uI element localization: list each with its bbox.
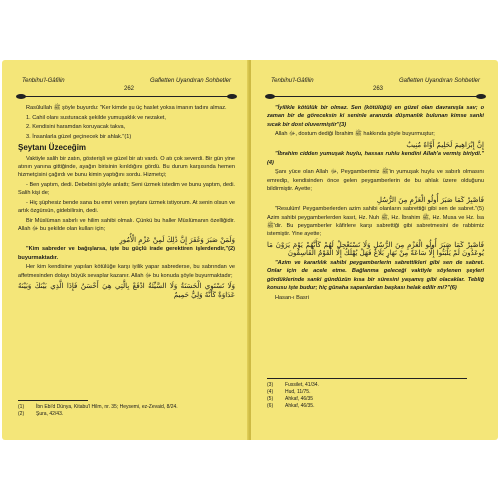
footnote: (4) Hud, 11/75. xyxy=(267,389,311,395)
paragraph: Vaktiyle salih bir zatın, gösterişli ve güzel bir atı vardı. O atı çok severdi. Bir gün yine atının yanına gittiğinde, ayağın birisinin kırıldığını gördü. Bu durum karşısında hemen hizmetçisini çağırdı ve bunu kimin yaptığını sordu. Hizmetçi; xyxy=(18,155,235,179)
paragraph: - Ben yaptım, dedi. Debebini şöyle anlattı; Seni üzmek istedim ve bunu yaptım, dedi. Salih kişi de; xyxy=(18,182,235,197)
paragraph: Bir Müslüman sabırlı ve hilim sahibi olmalı. Çünkü bu haller Müslümanın özelliğidir. Allah ﷻ bu şekilde olan kulları için; xyxy=(18,218,235,233)
header-book-title: Tenbihu'l-Gâfilin xyxy=(22,78,65,84)
paragraph: Hasan-ı Basri xyxy=(275,294,309,301)
paragraph: "Resulüm! Peygamberlerden azim sahibi olanların sabrettiği gibi sen de sabret."(5) Azim sahibi peygamberlerden kasıt, Hz. Nuh ﷺ, Hz. İbrahim ﷺ, Hz. Musa ve Hz. İsa ﷺ'dir. Bu peygamberler kâfirlere karşı sabrettiği gibi sabretmesini de rabbimiz istemiştir. Yine ayette; xyxy=(267,206,484,238)
footnotes xyxy=(18,404,235,418)
paragraph: Şanı yüce olan Allah ﷻ, Peygamberimiz ﷺ'in yumuşak huylu ve sabırlı olmasını emredip, kendisinden önce gelen peygamberlerin de bu ahlak üzere olduğunu bildirmiştir. Ayette; xyxy=(267,169,484,193)
page-body xyxy=(267,104,484,303)
footnote: (6) Ahkaf, 46/35. xyxy=(267,403,315,409)
arabic-verse: إِنَّ إِبْرَاهِيمَ لَحَلِيمٌ أَوَّاهٌ مُنِيبٌ xyxy=(406,140,484,149)
list-item: 1. Cahil olanı susturacak şekilde yumuşaklık ve nezaket, xyxy=(26,114,166,121)
arabic-verse: وَلَمَنْ صَبَرَ وَغَفَرَ إِنَّ ذَٰلِكَ لَمِنْ عَزْمِ الْأُمُورِ xyxy=(119,235,235,244)
verse-translation: "İbrahim cidden yumuşak huylu, hassas ruhlu kendini Allah'a vermiş biriydi."(4) xyxy=(267,151,484,166)
arabic-verse: فَاصْبِرْ كَمَا صَبَرَ أُولُو الْعَزْمِ مِنَ الرُّسُلِ xyxy=(376,195,484,204)
footnote: (2) Şura, 42/43. xyxy=(18,411,64,417)
verse-translation: "İyilikle kötülük bir olmaz. Sen (kötülüğü) en güzel olan davranışla sav; o zaman bir de göreceksin ki seninle aranızda düşmanlık bulunan kimse sanki sıcak bir dost oluvermiştir"(3) xyxy=(267,105,484,128)
footnote-rule xyxy=(18,400,88,401)
paragraph: - Hiç şüphesiz bende sana bu emri veren şeytanı üzmek istiyorum. At senin olsun ve artık özgürsün, gidebilirsin, dedi. xyxy=(18,200,235,215)
page-header xyxy=(16,78,237,94)
paragraph: Rasûlullah ﷺ şöyle buyurdu: "Ker kimde şu üç haslet yoksa imanın tadını almaz. xyxy=(26,105,227,111)
header-chapter-title: Gafletten Uyandıran Sohbetler xyxy=(149,78,231,84)
arabic-verse: وَلَا تَسْتَوِي الْحَسَنَةُ وَلَا السَّيِّئَةُ ادْفَعْ بِالَّتِي هِيَ أَحْسَنُ فَإِذَا الَّذِي بَيْنَكَ وَبَيْنَهُ عَدَاوَةٌ كَأَنَّهُ وَلِيٌّ حَمِيمٌ xyxy=(18,282,235,299)
left-page xyxy=(2,60,249,440)
verse-translation: "Kim sabreder ve bağışlarsa, işte bu güçlü irade gerektiren işlerdendir,"(2) buyurmaktadır. xyxy=(18,246,235,261)
header-rule xyxy=(265,94,486,100)
page-number: 263 xyxy=(373,86,384,92)
footnote: (1) İbn Ebi'd Dünya, Kitabu'l Hilm, nr. 35; Heysemi, ez-Zevaid, 8/24. xyxy=(18,404,178,410)
verse-translation: "Azim ve kararlılık sahibi peygamberlerin sabrettikleri gibi sen de sabret. Onlar için de acele etme. Bağlanma geleceği vaktiyle söylenen şeyleri gördüklerinde sanki gündüzün kısa bir süresini yaşamış gibi olacaklar. Tebliğ konusu işte budur; hiç günaha sapanlardan başkası helak edilir mi?"(6) xyxy=(267,259,484,292)
footnote-rule xyxy=(267,378,467,379)
footnote: (5) Ahkaf, 46/35 xyxy=(267,396,314,402)
footnotes xyxy=(267,382,484,410)
header-chapter-title: Gafletten Uyandıran Sohbetler xyxy=(398,78,480,84)
header-book-title: Tenbihu'l-Gâfilin xyxy=(271,78,314,84)
header-rule xyxy=(16,94,237,100)
paragraph: Allah ﷻ, dostum dediği İbrahim ﷺ hakkında şöyle buyurmuştur; xyxy=(275,131,435,138)
page-number: 262 xyxy=(124,86,135,92)
section-title: Şeytanı Üzeceğim xyxy=(18,143,87,153)
paragraph: Her kim kendisine yapılan kötülüğe karşı iyilik yapar sabrederse, bu sabrından ve affetmesinden dolayı büyük sevaplar kazanır. Allah ﷻ bu konuda şöyle buyurmaktadır; xyxy=(18,264,235,279)
list-item: 2. Kendisini haramdan koruyacak takva, xyxy=(26,124,126,131)
open-book xyxy=(0,60,500,440)
footnote: (3) Fussilet, 41/34. xyxy=(267,382,319,388)
list-item: 3. İnsanlarla güzel geçinecek bir ahlak."(1) xyxy=(26,133,132,140)
page-body xyxy=(18,104,235,300)
page-header xyxy=(265,78,486,94)
right-page xyxy=(251,60,498,440)
arabic-verse: فَاصْبِرْ كَمَا صَبَرَ أُولُو الْعَزْمِ مِنَ الرُّسُلِ وَلَا تَسْتَعْجِلْ لَهُمْ كَأَنَّهُمْ يَوْمَ يَرَوْنَ مَا يُوعَدُونَ لَمْ يَلْبَثُوا إِلَّا سَاعَةً مِنْ نَهَارٍ بَلَاغٌ فَهَلْ يُهْلَكُ إِلَّا الْقَوْمُ الْفَاسِقُونَ xyxy=(267,240,484,258)
